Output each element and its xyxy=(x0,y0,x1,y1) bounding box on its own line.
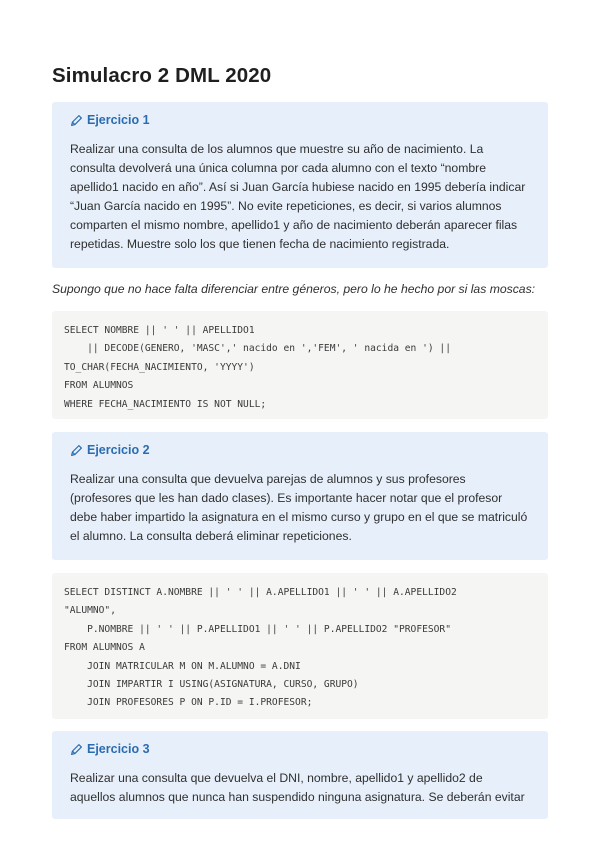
exercise-3-text: Realizar una consulta que devuelva el DNI, nombre, apellido1 y apellido2 de aquellos alumnos que nunca han suspendido ninguna asignatura. Se deberán evitar xyxy=(70,771,525,804)
exercise-2-title-text: Ejercicio 2 xyxy=(87,443,150,457)
exercise-1-text: Realizar una consulta de los alumnos que muestre su año de nacimiento. La consulta devolverá una única columna por cada alumno con el texto “nombre apellido1 nacido en año”. Así si Juan García hubiese nacido en 1995 debería indicar “Juan García nacido en 1995”. No evite repeticiones, es decir, si varios alumnos comparten el mismo nombre, apellido1 y año de nacimiento deberán aparecer filas repetidas. Muestre solo los que tienen fecha de nacimiento registrada. xyxy=(70,142,526,251)
pencil-icon xyxy=(70,743,83,756)
exercise-1-callout xyxy=(52,102,548,268)
pencil-icon xyxy=(70,444,83,457)
code-block-2: SELECT DISTINCT A.NOMBRE || ' ' || A.APELLIDO1 || ' ' || A.APELLIDO2 "ALUMNO", P.NOMBRE || ' ' || P.APELLIDO1 || ' ' || P.APELLIDO2 "PROFESOR" FROM ALUMNOS A JOIN MATRICULAR M ON M.ALUMNO = A.DNI JOIN IMPARTIR I USING(ASIGNATURA, CURSO, GRUPO) JOIN PROFESORES P ON P.ID = I.PROFESOR; xyxy=(52,573,548,719)
exercise-3-title-text: Ejercicio 3 xyxy=(87,742,150,756)
exercise-2-callout xyxy=(52,432,548,560)
page-title: Simulacro 2 DML 2020 xyxy=(52,64,272,87)
exercise-2-title xyxy=(70,441,530,459)
pencil-icon xyxy=(70,114,83,127)
exercise-1-title xyxy=(70,111,530,129)
code-block-1: SELECT NOMBRE || ' ' || APELLIDO1 || DECODE(GENERO, 'MASC',' nacido en ','FEM', ' nacida en ') || TO_CHAR(FECHA_NACIMIENTO, 'YYYY') FROM ALUMNOS WHERE FECHA_NACIMIENTO IS NOT NULL; xyxy=(52,311,548,419)
exercise-1-title-text: Ejercicio 1 xyxy=(87,113,150,127)
author-note: Supongo que no hace falta diferenciar entre géneros, pero lo he hecho por si las moscas: xyxy=(52,282,536,296)
exercise-3-title xyxy=(70,740,530,758)
exercise-2-text: Realizar una consulta que devuelva parejas de alumnos y sus profesores (profesores que les han dado clases). Es importante hacer notar que el profesor debe haber impartido la asignatura en el mismo curso y grupo en el que se matriculó el alumno. La consulta deberá eliminar repeticiones. xyxy=(70,472,528,543)
exercise-3-callout xyxy=(52,731,548,819)
